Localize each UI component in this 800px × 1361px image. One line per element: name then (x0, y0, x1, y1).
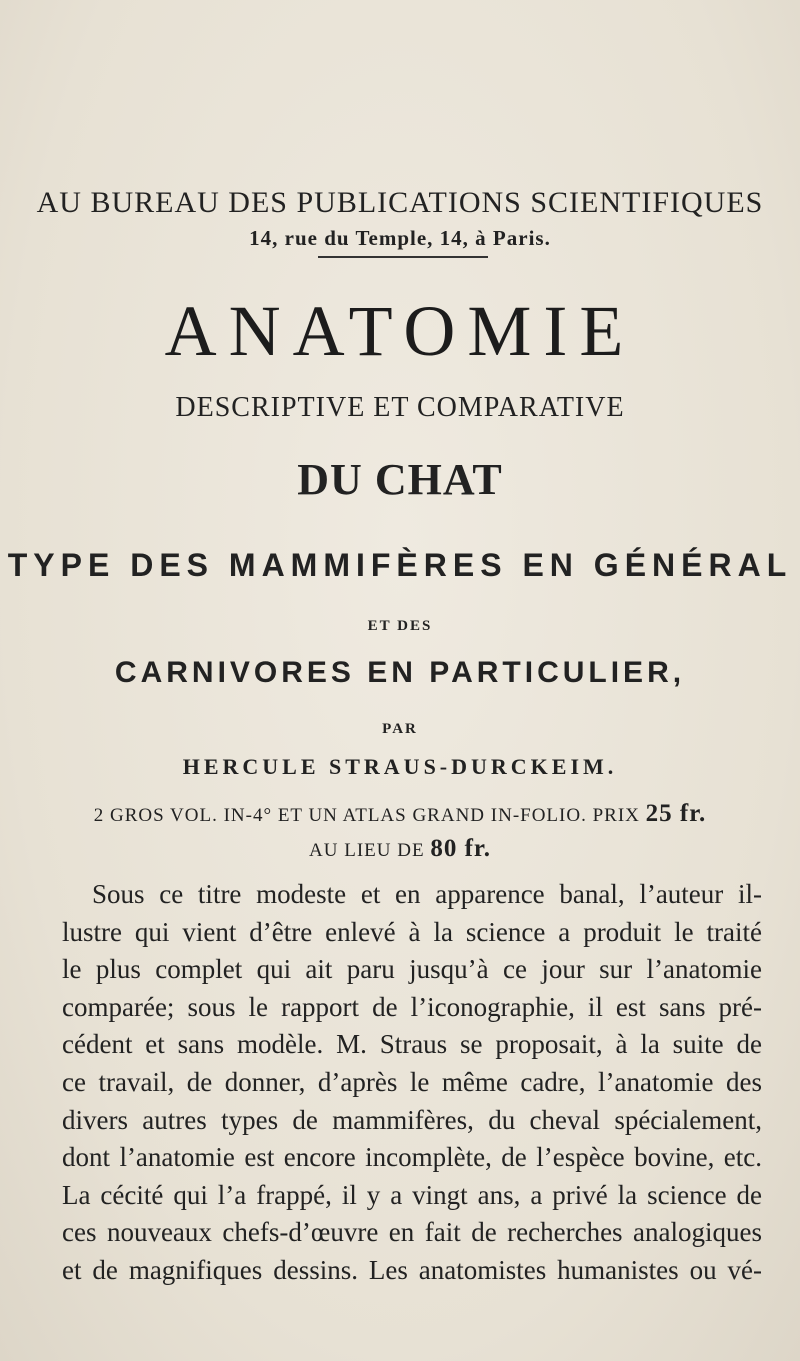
et-des-line: ET DES (367, 618, 433, 634)
carnivores-line: CARNIVORES EN PARTICULIER, (114, 656, 686, 689)
author-name: HERCULE STRAUS-DURCKEIM. (182, 754, 618, 779)
type-line: TYPE DES MAMMIFÈRES EN GÉNÉRAL (7, 547, 793, 583)
body-line: ce travail, de donner, d’après le même cadre, l’anatomie des (62, 1066, 762, 1097)
body-line: le plus complet qui ait paru jusqu’à ce jour sur l’anatomie (62, 954, 762, 985)
body-line: La cécité qui l’a frappé, il y a vingt ans, a privé la science de (62, 1179, 762, 1210)
body-line: Sous ce titre modeste et en apparence banal, l’auteur il- (92, 879, 762, 909)
original-price: 80 fr. (430, 835, 491, 862)
body-paragraph (62, 876, 762, 1290)
publisher-line: AU BUREAU DES PUBLICATIONS SCIENTIFIQUES (36, 186, 764, 219)
price: 25 fr. (645, 800, 707, 827)
book-subject: DU CHAT (297, 455, 503, 504)
publisher-address: 14, rue du Temple, 14, à Paris. (249, 226, 551, 250)
body-line: ces nouveaux chefs-d’œuvre en fait de recherches analogiques (62, 1217, 762, 1248)
body-line: lustre qui vient d’être enlevé à la science a produit le traité (62, 916, 762, 947)
book-subtitle: DESCRIPTIVE ET COMPARATIVE (175, 392, 625, 423)
divider-rule (318, 256, 488, 258)
par-line: PAR (382, 721, 418, 737)
instead-label: AU LIEU DE (309, 840, 425, 861)
volumes-description: 2 GROS VOL. IN-4° ET UN ATLAS GRAND IN-FOLIO. PRIX (93, 805, 640, 826)
original-price-line (0, 835, 800, 863)
book-title: ANATOMIE (164, 291, 636, 371)
body-line: comparée; sous le rapport de l’iconographie, il est sans pré- (62, 991, 762, 1022)
volumes-price-line (0, 800, 800, 828)
body-line: et de magnifiques dessins. Les anatomistes humanistes ou vé- (62, 1254, 762, 1285)
body-line: cédent et sans modèle. M. Straus se proposait, à la suite de (62, 1029, 762, 1060)
body-line: divers autres types de mammifères, du cheval spécialement, (62, 1104, 762, 1135)
body-line: dont l’anatomie est encore incomplète, de l’espèce bovine, etc. (62, 1142, 762, 1173)
